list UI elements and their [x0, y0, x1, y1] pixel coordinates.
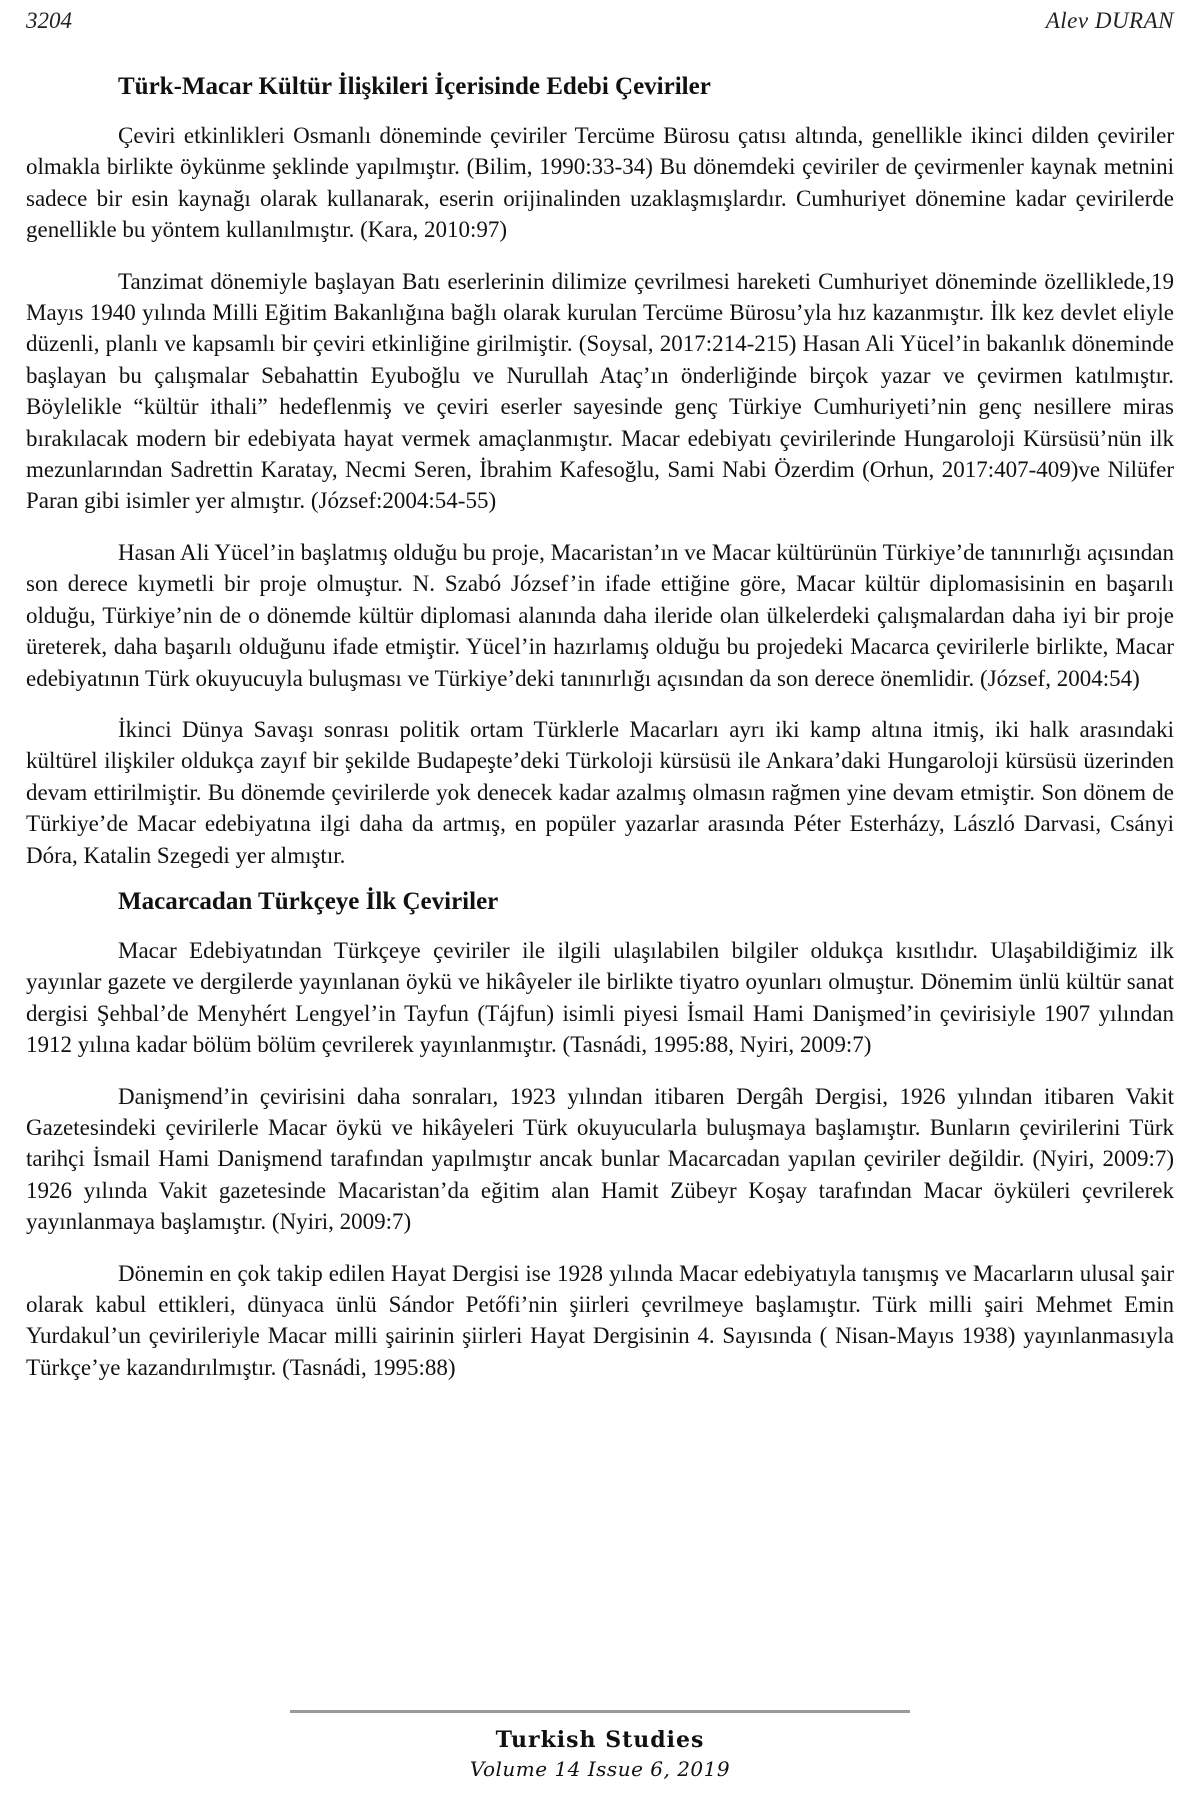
body-paragraph: Tanzimat dönemiyle başlayan Batı eserlerinin dilimize çevrilmesi hareketi Cumhuriyet döneminde özelliklede,19 Mayıs 1940 yılında Milli Eğitim Bakanlığına bağlı olarak kurulan Tercüme Bürosu’yla hız kazanmıştır. İlk kez devlet eliyle düzenli, planlı ve kapsamlı bir çeviri etkinliğine girilmiştir. (Soysal, 2017:214-215) Hasan Ali Yücel’in bakanlık döneminde başlayan bu çalışmalar Sebahattin Eyuboğlu ve Nurullah Ataç’ın önderliğinde birçok yazar ve çevirmen katılmıştır. Böylelikle “kültür ithali” hedeflenmiş ve çeviri eserler sayesinde genç Türkiye Cumhuriyeti’nin genç nesillere miras bırakılacak modern bir edebiyata hayat vermek amaçlanmıştır. Macar edebiyatı çevirilerinde Hungaroloji Kürsüsü’nün ilk mezunlarından Sadrettin Karatay, Necmi Seren, İbrahim Kafesoğlu, Sami Nabi Özerdim (Orhun, 2017:407-409)ve Nilüfer Paran gibi isimler yer almıştır. (József:2004:54-55): [26, 268, 1174, 514]
journal-issue: Volume 14 Issue 6, 2019: [469, 1757, 731, 1781]
body-paragraph: İkinci Dünya Savaşı sonrası politik ortam Türklerle Macarları ayrı iki kamp altına itmiş, iki halk arasındaki kültürel ilişkiler oldukça zayıf bir şekilde Budapeşte’deki Türkoloji kürsüsü ile Ankara’daki Hungaroloji kürsüsü üzerinden devam ettirilmiştir. Bu dönemde çevirilerde yok denecek kadar azalmış olmasın rağmen yine devam etmiştir. Son dönem de Türkiye’de Macar edebiyatına ilgi daha da artmış, en popüler yazarlar arasında Péter Esterházy, László Darvasi, Csányi Dóra, Katalin Szegedi yer almıştır.: [26, 716, 1174, 868]
article-body: [26, 68, 1174, 1383]
page-footer: [0, 1710, 1200, 1781]
body-paragraph: Danişmend’in çevirisini daha sonraları, 1923 yılından itibaren Dergâh Dergisi, 1926 yılından itibaren Vakit Gazetesindeki çevirilerle Macar öykü ve hikâyeleri Türk okuyucularla buluşmaya başlamıştır. Bunların çevirilerini Türk tarihçi İsmail Hami Danişmend tarafından yapılmıştır ancak bunlar Macarcadan yapılan çeviriler değildir. (Nyiri, 2009:7) 1926 yılında Vakit gazetesinde Macaristan’da eğitim alan Hamit Zübeyr Koşay tarafından Macar öyküleri çevrilerek yayınlanmaya başlamıştır. (Nyiri, 2009:7): [26, 1083, 1174, 1235]
section-heading-macarcadan: Macarcadan Türkçeye İlk Çeviriler: [118, 887, 499, 915]
body-paragraph: Hasan Ali Yücel’in başlatmış olduğu bu proje, Macaristan’ın ve Macar kültürünün Türkiye’de tanınırlığı açısından son derece kıymetli bir proje olmuştur. N. Szabó József’in ifade ettiğine göre, Macar kültür diplomasisinin en başarılı olduğu, Türkiye’nin de o dönemde kültür diplomasi alanında daha ileride olan ülkelerdeki çalışmalardan daha iyi bir proje üreterek, daha başarılı olduğunu ifade etmiştir. Yücel’in hazırlamış olduğu bu projedeki Macarca çevirilerle birlikte, Macar edebiyatının Türk okuyucuyla buluşması ve Türkiye’deki tanınırlığı açısından da son derece önemlidir. (József, 2004:54): [26, 539, 1174, 691]
running-header: [26, 8, 1174, 40]
page-number: 3204: [26, 8, 72, 33]
journal-name: Turkish Studies: [495, 1727, 705, 1753]
running-header-author: Alev DURAN: [1045, 8, 1174, 33]
body-paragraph: Dönemin en çok takip edilen Hayat Dergisi ise 1928 yılında Macar edebiyatıyla tanışmış ve Macarların ulusal şair olarak kabul ettikleri, dünyaca ünlü Sándor Petőfi’nin şiirleri çevrilmeye başlamıştır. Türk milli şairi Mehmet Emin Yurdakul’un çevirileriyle Macar milli şairinin şiirleri Hayat Dergisinin 4. Sayısında ( Nisan-Mayıs 1938) yayınlanmasıyla Türkçe’ye kazandırılmıştır. (Tasnádi, 1995:88): [26, 1260, 1174, 1380]
section-heading-turk-macar: Türk-Macar Kültür İlişkileri İçerisinde Edebi Çeviriler: [118, 73, 711, 100]
body-paragraph: Çeviri etkinlikleri Osmanlı döneminde çeviriler Tercüme Bürosu çatısı altında, genellikle ikinci dilden çeviriler olmakla birlikte öykünme şeklinde yapılmıştır. (Bilim, 1990:33-34) Bu dönemdeki çeviriler de çevirmenler kaynak metnini sadece bir esin kaynağı olarak kullanarak, eserin orijinalinden uzaklaşmışlardır. Cumhuriyet dönemine kadar çevirilerde genellikle bu yöntem kullanılmıştır. (Kara, 2010:97): [26, 123, 1174, 243]
footer-divider: [290, 1710, 910, 1713]
body-paragraph: Macar Edebiyatından Türkçeye çeviriler ile ilgili ulaşılabilen bilgiler oldukça kısıtlıdır. Ulaşabildiğimiz ilk yayınlar gazete ve dergilerde yayınlanan öykü ve hikâyeler ile birlikte tiyatro oyunları olmuştur. Dönemim ünlü kültür sanat dergisi Şehbal’de Menyhért Lengyel’in Tayfun (Tájfun) isimli piyesi İsmail Hami Danişmed’in çevirisiyle 1907 yılından 1912 yılına kadar bölüm bölüm çevrilerek yayınlanmıştır. (Tasnádi, 1995:88, Nyiri, 2009:7): [26, 937, 1174, 1058]
